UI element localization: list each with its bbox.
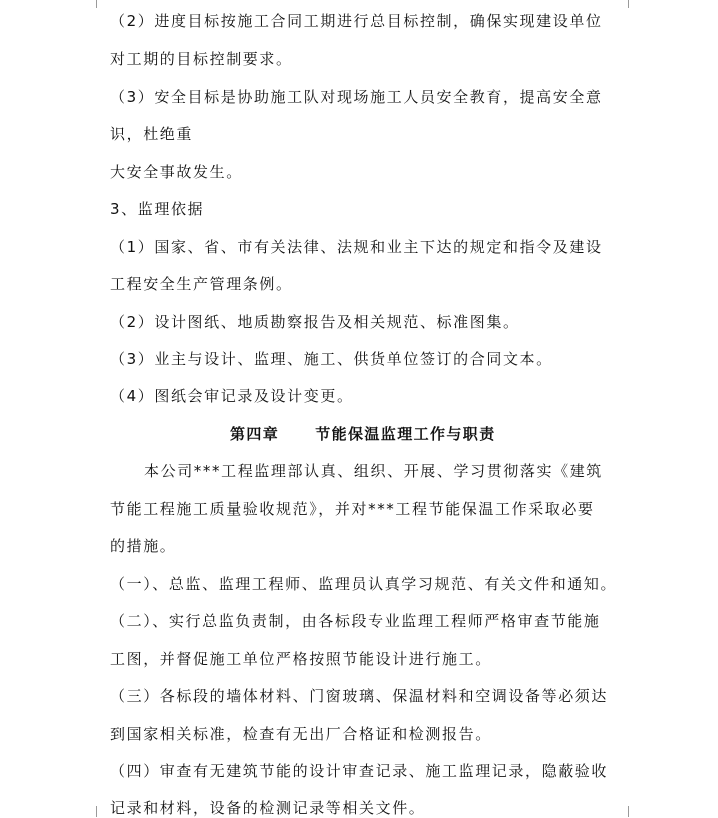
paragraph-line: 本公司***工程监理部认真、组织、开展、学习贯彻落实《建筑 bbox=[144, 462, 603, 480]
chapter-heading bbox=[230, 424, 496, 444]
paragraph-line: （1）国家、省、市有关法律、法规和业主下达的规定和指令及建设 bbox=[110, 238, 603, 256]
paragraph-line: 工程安全生产管理条例。 bbox=[110, 275, 293, 293]
crop-mark-bottom-left bbox=[86, 806, 97, 817]
paragraph-line: 记录和材料，设备的检测记录等相关文件。 bbox=[110, 799, 426, 817]
paragraph-line: （4）图纸会审记录及设计变更。 bbox=[110, 387, 354, 405]
paragraph-line: （2）进度目标按施工合同工期进行总目标控制，确保实现建设单位 bbox=[110, 12, 603, 30]
section-heading: 3、监理依据 bbox=[110, 200, 205, 218]
paragraph-line: 的措施。 bbox=[110, 537, 177, 555]
paragraph-line: 识，杜绝重 bbox=[110, 125, 194, 143]
crop-mark-top-left bbox=[86, 0, 97, 8]
crop-mark-top-right bbox=[628, 0, 639, 8]
paragraph-line: （2）设计图纸、地质勘察报告及相关规范、标准图集。 bbox=[110, 313, 520, 331]
paragraph-line: 对工期的目标控制要求。 bbox=[110, 50, 293, 68]
paragraph-line: （四）审查有无建筑节能的设计审查记录、施工监理记录，隐蔽验收 bbox=[110, 762, 609, 780]
paragraph-line: 工图，并督促施工单位严格按照节能设计进行施工。 bbox=[110, 650, 492, 668]
paragraph-line: （3）业主与设计、监理、施工、供货单位签订的合同文本。 bbox=[110, 350, 553, 368]
paragraph-line: （一）、总监、监理工程师、监理员认真学习规范、有关文件和通知。 bbox=[110, 575, 618, 593]
paragraph-line: 到国家相关标准，检查有无出厂合格证和检测报告。 bbox=[110, 725, 492, 743]
paragraph-line: （三）各标段的墙体材料、门窗玻璃、保温材料和空调设备等必须达 bbox=[110, 687, 609, 705]
chapter-title: 节能保温监理工作与职责 bbox=[315, 425, 496, 443]
paragraph-line: （3）安全目标是协助施工队对现场施工人员安全教育，提高安全意 bbox=[110, 88, 603, 106]
paragraph-line: （二）、实行总监负责制，由各标段专业监理工程师严格审查节能施 bbox=[110, 612, 601, 630]
chapter-number: 第四章 bbox=[230, 425, 280, 443]
paragraph-line: 节能工程施工质量验收规范》，并对***工程节能保温工作采取必要 bbox=[110, 500, 595, 518]
crop-mark-bottom-right bbox=[628, 806, 639, 817]
paragraph-line: 大安全事故发生。 bbox=[110, 163, 243, 181]
